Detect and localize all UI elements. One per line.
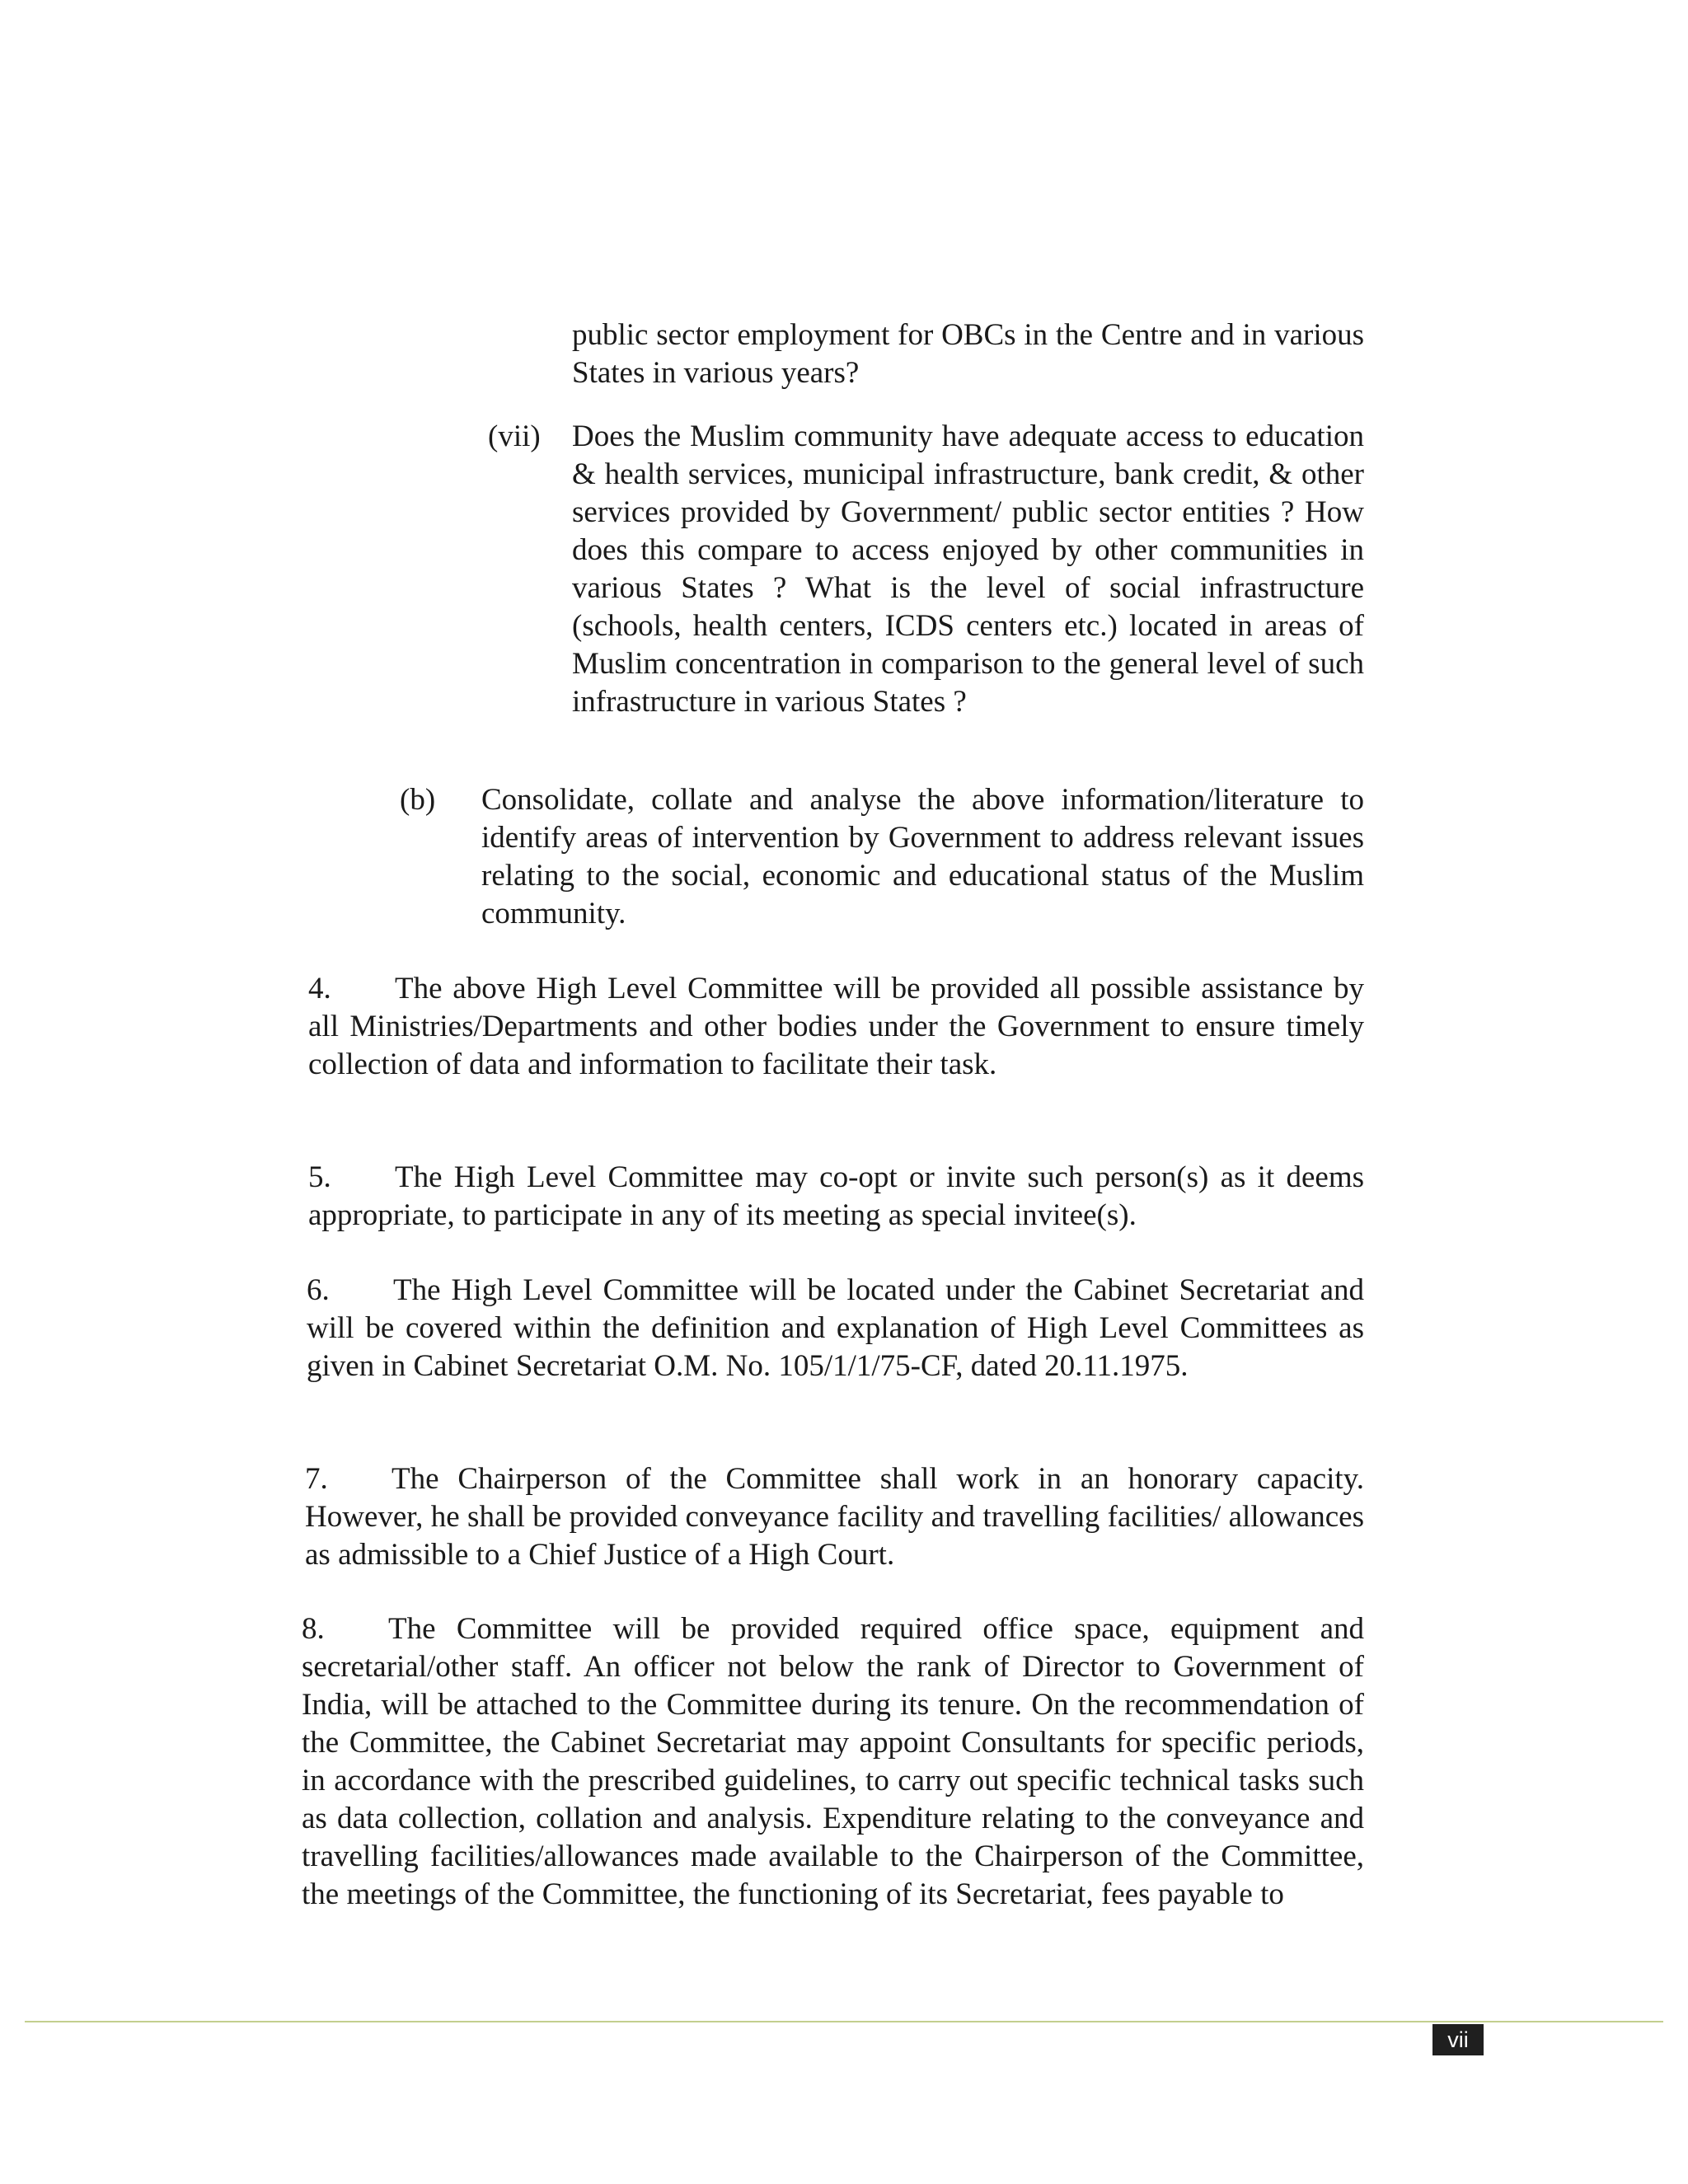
paragraph-6 bbox=[307, 1272, 1364, 1385]
paragraph-number: 6. bbox=[307, 1273, 330, 1307]
paragraph-number: 8. bbox=[302, 1612, 325, 1646]
item-b-text: Consolidate, collate and analyse the above information/literature to identify areas of intervention by Government to address relevant issues relating to the social, economic and educational status of the Muslim community. bbox=[481, 783, 1364, 930]
footer-rule bbox=[25, 2021, 1663, 2022]
paragraph-text: The above High Level Committee will be provided all possible assistance by all Ministries/Departments and other bodies under the Government to ensure timely collection of data and information to facilitate their task. bbox=[308, 972, 1364, 1081]
paragraph-8 bbox=[302, 1610, 1364, 1914]
paragraph-7 bbox=[305, 1460, 1364, 1574]
paragraph-text: The High Level Committee may co-opt or invite such person(s) as it deems appropriate, to participate in any of its meeting as special invitee(s). bbox=[308, 1160, 1364, 1232]
paragraph-text: The High Level Committee will be located under the Cabinet Secretariat and will be covered within the definition and explanation of High Level Committees as given in Cabinet Secretariat O.M. No. 105/1/1/75-CF, dated 20.11.1975. bbox=[307, 1273, 1364, 1383]
paragraph-5 bbox=[308, 1159, 1364, 1235]
paragraph-text: The Committee will be provided required office space, equipment and secretarial/other staff. An officer not below the rank of Director to Government of India, will be attached to the Committee during its tenure. On the recommendation of the Committee, the Cabinet Secretariat may appoint Consultants for specific periods, in accordance with the prescribed guidelines, to carry out specific technical tasks such as data collection, collation and analysis. Expenditure relating to the conveyance and travelling facilities/allowances made available to the Chairperson of the Committee, the meetings of the Committee, the functioning of its Secretariat, fees payable to bbox=[302, 1612, 1364, 1911]
item-vii-marker: (vii) bbox=[488, 419, 541, 453]
paragraph-4 bbox=[308, 970, 1364, 1084]
item-b-marker: (b) bbox=[400, 783, 436, 817]
paragraph-number: 4. bbox=[308, 972, 331, 1005]
paragraph-number: 7. bbox=[305, 1462, 328, 1496]
item-vii-text: Does the Muslim community have adequate access to education & health services, municipal infrastructure, bank credit, & other services provided by Government/ public sector entities ? How does this compare to access enjoyed by other communities in various States ? What is the level of social infrastructure (schools, health centers, ICDS centers etc.) located in areas of Muslim concentration in comparison to the general level of such infrastructure in various States ? bbox=[572, 419, 1364, 719]
continuation-text: public sector employment for OBCs in the Centre and in various States in various years? bbox=[572, 318, 1364, 390]
paragraph-text: The Chairperson of the Committee shall work in an honorary capacity. However, he shall be provided conveyance facility and travelling facilities/ allowances as admissible to a Chief Justice of a High Court. bbox=[305, 1462, 1364, 1572]
paragraph-number: 5. bbox=[308, 1160, 331, 1194]
page-number: vii bbox=[1432, 2024, 1484, 2055]
